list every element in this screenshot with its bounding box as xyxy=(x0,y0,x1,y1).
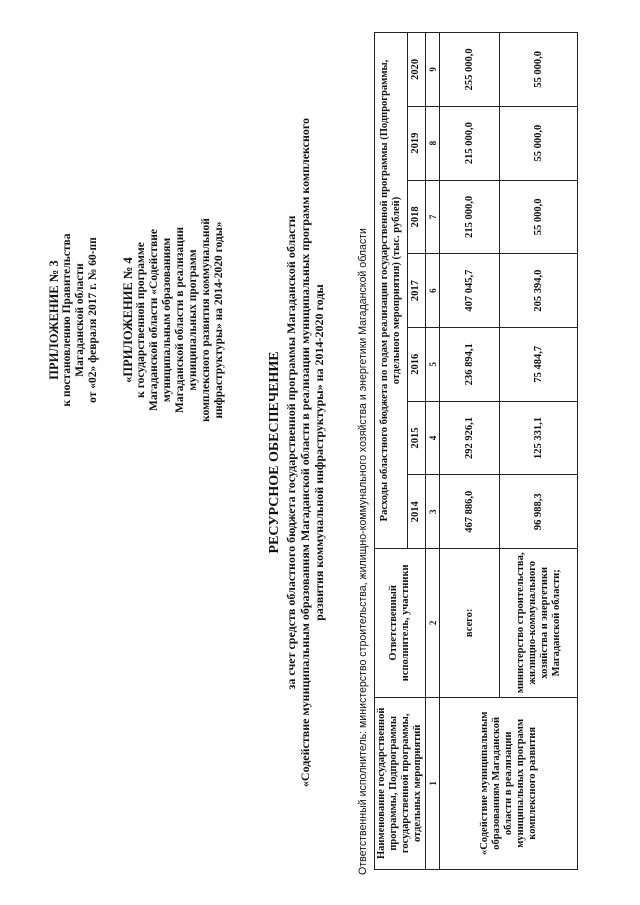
column-number: 8 xyxy=(426,106,440,180)
value-cell: 205 394,0 xyxy=(500,254,578,328)
appendix-4-title: «ПРИЛОЖЕНИЕ № 4 xyxy=(121,257,135,383)
header-year: 2020 xyxy=(407,33,425,107)
table-header-row xyxy=(375,33,408,870)
appendix-3-line: от «02» февраля 2017 г. № 60-пп xyxy=(87,237,99,403)
value-cell: 236 894,1 xyxy=(440,327,500,401)
column-number: 3 xyxy=(426,475,440,549)
value-cell: 55 000,0 xyxy=(500,33,578,107)
heading-line: развития коммунальной инфраструктуры» на 2014-2020 годы xyxy=(312,284,326,621)
value-cell: 125 331,1 xyxy=(500,401,578,475)
column-number: 4 xyxy=(426,401,440,475)
appendix-4-line: к государственной программе xyxy=(135,242,147,398)
column-number: 9 xyxy=(426,33,440,107)
document-heading xyxy=(268,30,326,875)
appendix-3-line: Магаданской области xyxy=(74,263,86,377)
program-name-cell: «Содействие муниципальным образованиям Магаданской области в реализации муниципальных программ комплексного развития xyxy=(440,697,578,869)
column-number: 2 xyxy=(426,549,440,698)
value-cell: 467 886,0 xyxy=(440,475,500,549)
header-year: 2017 xyxy=(407,254,425,328)
column-number-row xyxy=(426,33,440,870)
appendix-3-line: к постановлению Правительства xyxy=(61,233,73,407)
executor-cell: всего: xyxy=(440,549,500,698)
value-cell: 255 000,0 xyxy=(440,33,500,107)
appendix-4-line: инфраструктуры» на 2014-2020 годы» xyxy=(213,221,225,419)
value-cell: 215 000,0 xyxy=(440,180,500,254)
value-cell: 55 000,0 xyxy=(500,106,578,180)
header-executor: Ответственный исполнитель, участники xyxy=(375,549,426,698)
header-year: 2019 xyxy=(407,106,425,180)
executor-cell: министерство строительства, жилищно-коммунального хозяйства и энергетики Магаданской области; xyxy=(500,549,578,698)
value-cell: 96 988,3 xyxy=(500,475,578,549)
value-cell: 407 045,7 xyxy=(440,254,500,328)
appendix-3-header xyxy=(48,205,100,435)
resource-table xyxy=(374,32,578,870)
value-cell: 292 926,1 xyxy=(440,401,500,475)
appendix-4-header xyxy=(122,205,226,435)
responsible-executor-line: Ответственный исполнитель: министерство строительства, жилищно-коммунального хозяйства и энергетики Магаданской области xyxy=(357,228,369,875)
appendix-3-title: ПРИЛОЖЕНИЕ № 3 xyxy=(47,260,61,380)
appendix-4-line: Магаданской области в реализации xyxy=(174,226,186,414)
appendix-4-line: Магаданской области «Содействие xyxy=(148,229,160,411)
column-number: 1 xyxy=(426,697,440,869)
appendix-4-line: муниципальных программ xyxy=(187,249,199,391)
header-year: 2018 xyxy=(407,180,425,254)
header-year: 2016 xyxy=(407,327,425,401)
header-program-name: Наименование государственной программы, Подпрограммы государственной программы, отдельных мероприятий xyxy=(375,697,426,869)
column-number: 7 xyxy=(426,180,440,254)
table-row xyxy=(440,33,500,870)
appendix-4-line: муниципальным образованиям xyxy=(161,237,173,403)
header-year: 2014 xyxy=(407,475,425,549)
value-cell: 75 484,7 xyxy=(500,327,578,401)
heading-line: за счет средств областного бюджета государственной программы Магаданской области xyxy=(284,215,298,690)
appendix-4-line: комплексного развития коммунальной xyxy=(200,218,212,422)
column-number: 6 xyxy=(426,254,440,328)
heading-line: «Содействие муниципальным образованиям Магаданской области в реализации муниципальных программ комплексного xyxy=(298,117,312,788)
header-expenses-group: Расходы областного бюджета по годам реализации государственной программы (Подпрограммы, отдельного мероприятия) (тыс. рублей) xyxy=(375,33,408,549)
value-cell: 215 000,0 xyxy=(440,106,500,180)
heading-title: РЕСУРСНОЕ ОБЕСПЕЧЕНИЕ xyxy=(267,351,282,554)
value-cell: 55 000,0 xyxy=(500,180,578,254)
header-year: 2015 xyxy=(407,401,425,475)
column-number: 5 xyxy=(426,327,440,401)
